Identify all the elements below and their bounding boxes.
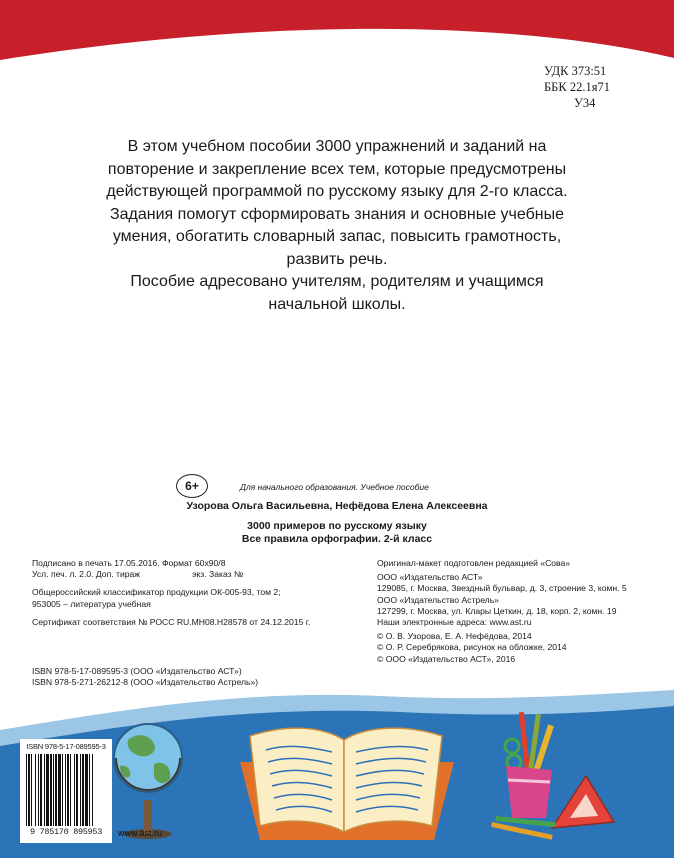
copyright-2: © О. Р. Серебрякова, рисунок на обложке, 2014 bbox=[377, 642, 567, 653]
education-label: Для начального образования. Учебное пособие bbox=[240, 482, 429, 492]
barcode-bar bbox=[53, 754, 54, 826]
barcode-bar bbox=[46, 754, 49, 826]
barcode-bar bbox=[58, 754, 61, 826]
globe-illustration bbox=[110, 706, 186, 840]
barcode-bar bbox=[92, 754, 93, 826]
book-annotation bbox=[92, 136, 582, 316]
barcode-bar bbox=[76, 754, 78, 826]
barcode-bars bbox=[24, 754, 108, 826]
age-rating-badge: 6+ bbox=[176, 474, 208, 498]
certificate-line: Сертификат соответствия № РОСС RU.МН08.Н28578 от 24.12.2015 г. bbox=[32, 616, 311, 627]
barcode-bar bbox=[31, 754, 32, 826]
udk-code: УДК 373:51 bbox=[544, 64, 607, 78]
barcode-bar bbox=[35, 754, 36, 826]
barcode-bar bbox=[38, 754, 39, 826]
copyright-3: © ООО «Издательство АСТ», 2016 bbox=[377, 653, 516, 664]
author-mark: У34 bbox=[574, 96, 596, 110]
barcode-bar bbox=[65, 754, 66, 826]
barcode-digits: 9 785170 895953 bbox=[29, 827, 102, 837]
barcode-bar bbox=[50, 754, 52, 826]
isbn-ast: ISBN 978-5-17-089595-3 (ООО «Издательство АСТ») bbox=[32, 666, 242, 676]
layout-credit: Оригинал-макет подготовлен редакцией «Сова» bbox=[377, 558, 571, 568]
barcode-bar bbox=[89, 754, 90, 826]
isbn-astrel: ISBN 978-5-271-26212-8 (ООО «Издательство Астрель») bbox=[32, 677, 259, 688]
barcode-bar bbox=[55, 754, 57, 826]
book-title: 3000 примеров по русскому языку bbox=[247, 520, 427, 532]
barcode-bar bbox=[80, 754, 81, 826]
imprint-right bbox=[377, 558, 657, 665]
authors: Узорова Ольга Васильевна, Нефёдова Елена Алексеевна bbox=[186, 500, 488, 512]
barcode-bar bbox=[67, 754, 69, 826]
barcode-bar bbox=[44, 754, 45, 826]
barcode-bar bbox=[85, 754, 88, 826]
barcode-isbn: ISBN 978-5-17-089595-3 bbox=[26, 742, 106, 751]
bbk-code: ББК 22.1я71 bbox=[544, 80, 610, 94]
barcode-bar bbox=[70, 754, 71, 826]
barcode-bar bbox=[26, 754, 27, 826]
imprint-left bbox=[32, 558, 322, 628]
publisher2-name: ООО «Издательство Астрель» bbox=[377, 594, 499, 605]
copyright-1: © О. В. Узорова, Е. А. Нефёдова, 2014 bbox=[377, 631, 532, 642]
barcode-area bbox=[20, 739, 112, 843]
barcode-bar bbox=[40, 754, 42, 826]
book-subtitle: Все правила орфографии. 2-й класс bbox=[241, 533, 433, 545]
annotation-audience: Пособие адресовано учителям, родителям и учащимся начальной школы. bbox=[130, 273, 544, 313]
publisher2-address: 127299, г. Москва, ул. Клары Цеткин, д. 18, корп. 2, комн. 19 bbox=[377, 605, 617, 616]
classifier-line: Общероссийский классификатор продукции ОК-005-93, том 2; bbox=[32, 587, 281, 598]
barcode-bar bbox=[28, 754, 30, 826]
signed-line: Подписано в печать 17.05.2016. Формат 60x90/8 bbox=[32, 558, 226, 568]
barcode-bar bbox=[74, 754, 75, 826]
classifier-code: 953005 – литература учебная bbox=[32, 598, 151, 609]
pencils-illustration bbox=[488, 814, 568, 844]
top-red-band bbox=[0, 0, 674, 70]
website[interactable]: www.ast.ru bbox=[118, 828, 163, 838]
publisher1-name: ООО «Издательство АСТ» bbox=[377, 572, 483, 583]
email-line: Наши электронные адреса: www.ast.ru bbox=[377, 617, 532, 628]
annotation-main: В этом учебном пособии 3000 упражнений и заданий на повторение и закрепление всех тем, которые предусмотрены действующей программой по русскому языку для 2-го класса. Задания помогут сформировать знания и основные учебные умения, обогатить словарный запас, повысить грамотность, развить речь. bbox=[106, 138, 568, 268]
publisher1-address: 129085, г. Москва, Звездный бульвар, д. 3, строение 3, комн. 5 bbox=[377, 583, 627, 594]
barcode-bar bbox=[62, 754, 63, 826]
barcode-bar bbox=[82, 754, 84, 826]
sheets-line: Усл. печ. л. 2.0. Доп. тираж экз. Заказ № bbox=[32, 569, 244, 580]
open-book-illustration bbox=[236, 722, 458, 846]
udk-bbk-block bbox=[544, 63, 654, 111]
isbn-block bbox=[32, 666, 258, 688]
